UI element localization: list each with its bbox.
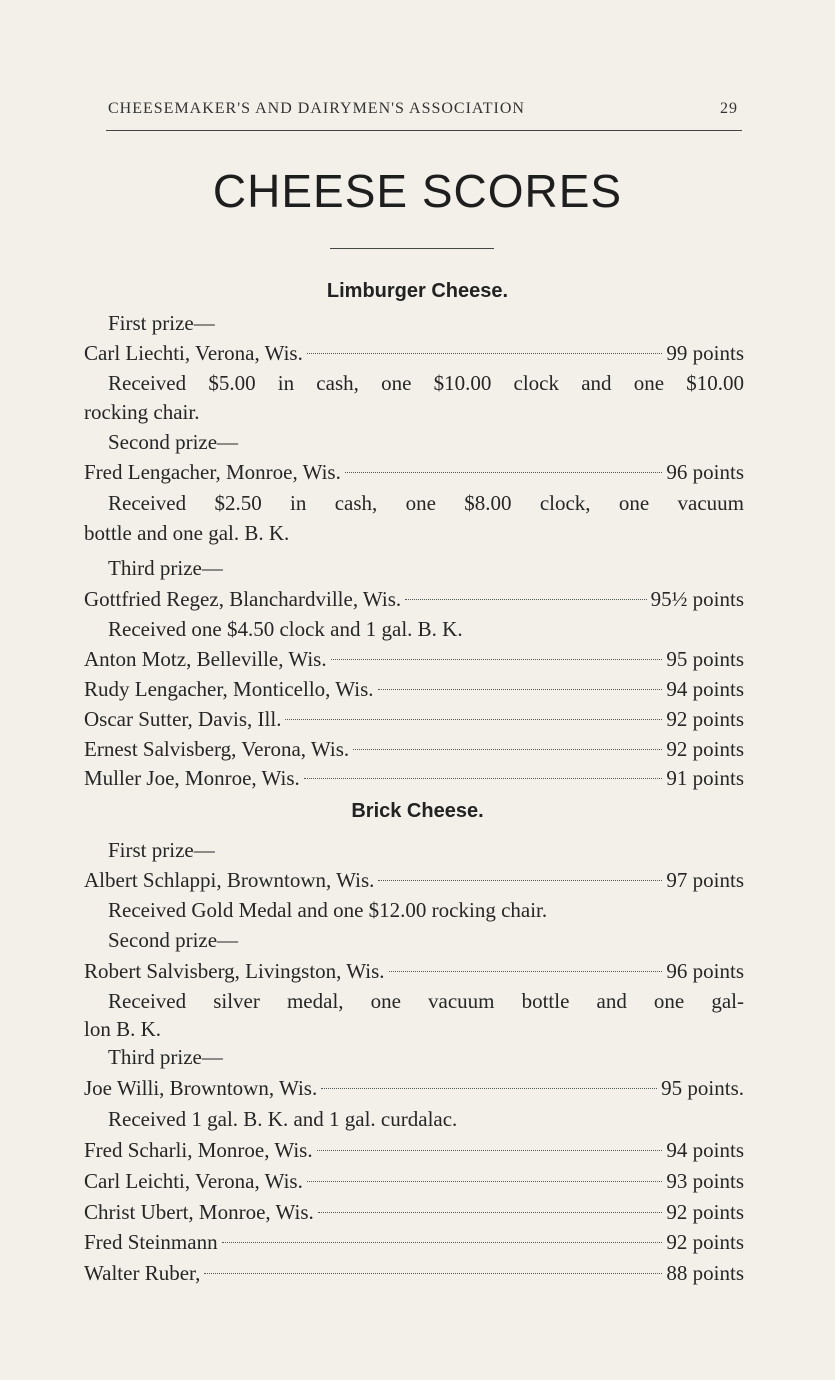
entrant-name: Carl Leichti, Verona, Wis. <box>84 1169 303 1193</box>
score-entry <box>84 1258 744 1288</box>
entrant-name: Fred Lengacher, Monroe, Wis. <box>84 460 341 484</box>
leader-dots <box>378 689 663 690</box>
prize-label: First prize— <box>108 311 215 335</box>
entrant-name: Ernest Salvisberg, Verona, Wis. <box>84 737 350 761</box>
entrant-score: 92 points <box>666 707 744 731</box>
leader-dots <box>222 1242 663 1243</box>
entrant-score: 92 points <box>666 1230 744 1254</box>
prize-label: First prize— <box>108 838 215 862</box>
prize-description: Received 1 gal. B. K. and 1 gal. curdalac. <box>108 1107 458 1131</box>
score-entry <box>84 1135 744 1165</box>
prize-label: Third prize— <box>108 556 223 580</box>
entrant-score: 96 points <box>666 959 744 983</box>
entrant-name: Walter Ruber, <box>84 1261 201 1285</box>
entrant-score: 97 points <box>666 868 744 892</box>
leader-dots <box>307 353 663 354</box>
score-entry <box>84 584 744 614</box>
prize-description: bottle and one gal. B. K. <box>84 521 290 545</box>
leader-dots <box>345 472 663 473</box>
score-entry <box>84 1073 744 1103</box>
score-entry <box>84 457 744 487</box>
entrant-score: 95 points <box>666 647 744 671</box>
entrant-score: 94 points <box>666 677 744 701</box>
score-entry <box>84 674 744 704</box>
section-heading-limburger: Limburger Cheese. <box>326 280 509 302</box>
leader-dots <box>353 749 662 750</box>
entrant-score: 95 points. <box>661 1076 744 1100</box>
leader-dots <box>389 971 663 972</box>
entrant-score: 93 points <box>666 1169 744 1193</box>
prize-label: Second prize— <box>108 928 239 952</box>
header-rule <box>106 130 742 131</box>
leader-dots <box>318 1212 663 1213</box>
leader-dots <box>204 1273 662 1274</box>
leader-dots <box>405 599 646 600</box>
score-entry <box>84 644 744 674</box>
section-heading-brick: Brick Cheese. <box>351 800 484 822</box>
leader-dots <box>285 719 662 720</box>
prize-label: Second prize— <box>108 430 239 454</box>
prize-description: Received $2.50 in cash, one $8.00 clock, one vacuum <box>108 491 744 515</box>
entrant-name: Anton Motz, Belleville, Wis. <box>84 647 327 671</box>
entrant-score: 99 points <box>666 341 744 365</box>
entrant-name: Robert Salvisberg, Livingston, Wis. <box>84 959 385 983</box>
entrant-name: Oscar Sutter, Davis, Ill. <box>84 707 282 731</box>
page-number: 29 <box>720 100 738 117</box>
title-rule <box>330 248 494 249</box>
entrant-name: Carl Liechti, Verona, Wis. <box>84 341 303 365</box>
prize-description: rocking chair. <box>84 400 200 424</box>
page-title: CHEESE SCORES <box>212 165 623 217</box>
leader-dots <box>307 1181 663 1182</box>
entrant-score: 92 points <box>666 737 744 761</box>
score-entry <box>84 1166 744 1196</box>
prize-description: Received Gold Medal and one $12.00 rocking chair. <box>108 898 548 922</box>
entrant-score: 91 points <box>666 766 744 790</box>
leader-dots <box>331 659 663 660</box>
entrant-score: 92 points <box>666 1200 744 1224</box>
entrant-name: Fred Steinmann <box>84 1230 218 1254</box>
prize-description: Received $5.00 in cash, one $10.00 clock and one $10.00 <box>108 371 744 395</box>
leader-dots <box>304 778 663 779</box>
entrant-name: Joe Willi, Browntown, Wis. <box>84 1076 318 1100</box>
score-entry <box>84 704 744 734</box>
prize-description: Received silver medal, one vacuum bottle and one gal- <box>108 989 744 1013</box>
score-entry <box>84 734 744 764</box>
entrant-name: Albert Schlappi, Browntown, Wis. <box>84 868 375 892</box>
score-entry <box>84 338 744 368</box>
prize-label: Third prize— <box>108 1045 223 1069</box>
running-title: CHEESEMAKER'S AND DAIRYMEN'S ASSOCIATION <box>108 100 525 117</box>
entrant-name: Muller Joe, Monroe, Wis. <box>84 766 300 790</box>
leader-dots <box>321 1088 657 1089</box>
prize-description: lon B. K. <box>84 1017 162 1041</box>
score-entry <box>84 1197 744 1227</box>
entrant-name: Fred Scharli, Monroe, Wis. <box>84 1138 313 1162</box>
score-entry <box>84 956 744 986</box>
entrant-name: Gottfried Regez, Blanchardville, Wis. <box>84 587 402 611</box>
prize-description: Received one $4.50 clock and 1 gal. B. K. <box>108 617 463 641</box>
running-header <box>108 100 738 118</box>
entrant-name: Rudy Lengacher, Monticello, Wis. <box>84 677 374 701</box>
entrant-score: 95½ points <box>650 587 744 611</box>
entrant-score: 96 points <box>666 460 744 484</box>
entrant-score: 94 points <box>666 1138 744 1162</box>
leader-dots <box>378 880 662 881</box>
leader-dots <box>317 1150 663 1151</box>
score-entry <box>84 1227 744 1257</box>
entrant-name: Christ Ubert, Monroe, Wis. <box>84 1200 314 1224</box>
score-entry <box>84 763 744 793</box>
entrant-score: 88 points <box>666 1261 744 1285</box>
score-entry <box>84 865 744 895</box>
